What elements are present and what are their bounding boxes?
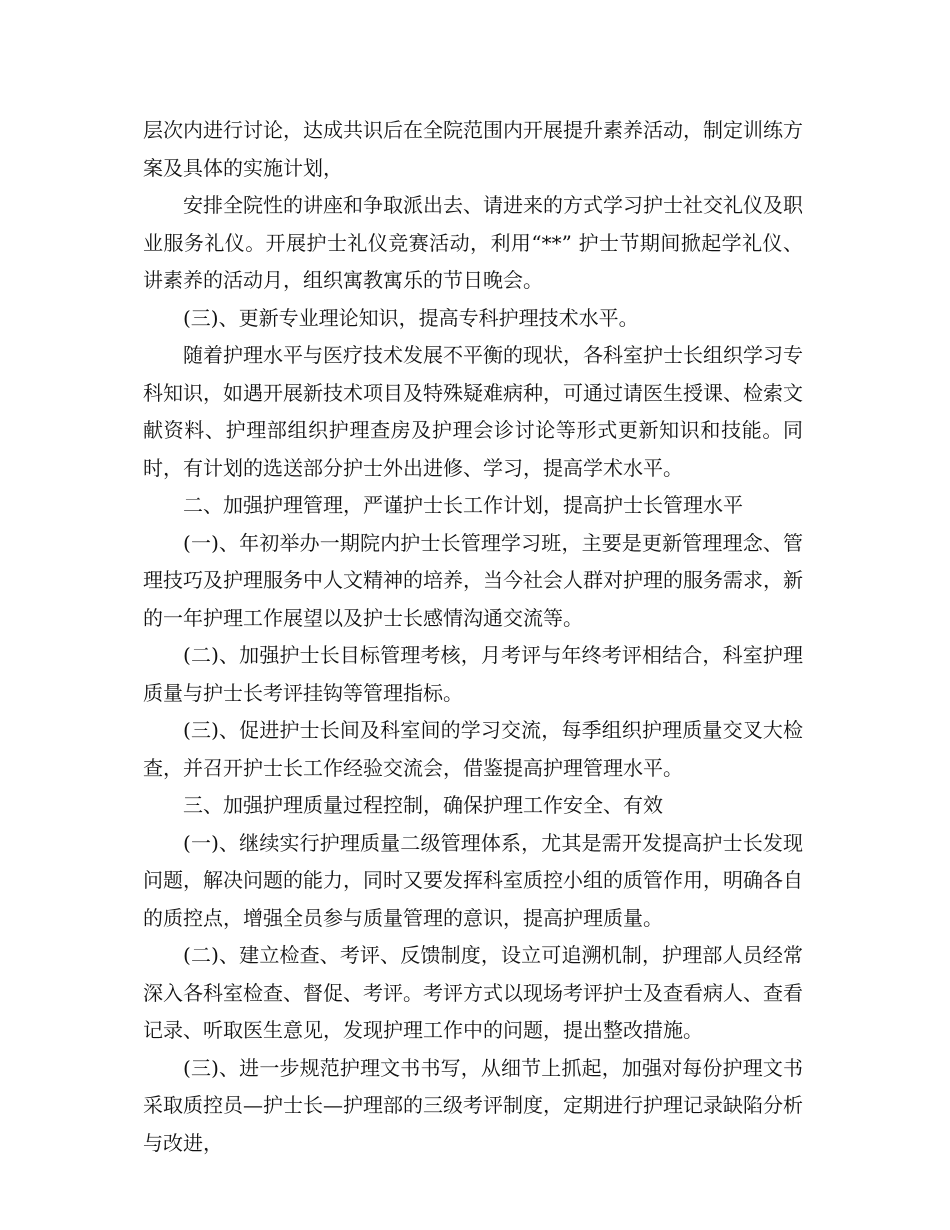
section-heading-3: (三)、更新专业理论知识，提高专科护理技术水平。 bbox=[183, 305, 639, 330]
paragraph-7: (二)、加强护士长目标管理考核，月考评与年终考评相结合，科室护理质量与护士长考评挂钩等管理指标。 bbox=[143, 643, 803, 705]
paragraph-2: 安排全院性的讲座和争取派出去、请进来的方式学习护士社交礼仪及职业服务礼仪。开展护士礼仪竞赛活动，利用“**” 护士节期间掀起学礼仪、讲素养的活动月，组织寓教寓乐的节日晚会。 bbox=[143, 193, 803, 292]
paragraph-8: (三)、促进护士长间及科室间的学习交流，每季组织护理质量交叉大检查，并召开护士长工作经验交流会，借鉴提高护理管理水平。 bbox=[143, 718, 803, 780]
paragraph-12: (三)、进一步规范护理文书书写，从细节上抓起，加强对每份护理文书采取质控员—护士长—护理部的三级考评制度，定期进行护理记录缺陷分析与改进， bbox=[143, 1055, 803, 1155]
paragraph-11: (二)、建立检查、考评、反馈制度，设立可追溯机制，护理部人员经常深入各科室检查、督促、考评。考评方式以现场考评护士及查看病人、查看记录、听取医生意见，发现护理工作中的问题，提出整改措施。 bbox=[143, 943, 803, 1042]
section-heading-2: 二、加强护理管理，严谨护士长工作计划，提高护士长管理水平 bbox=[183, 493, 743, 517]
paragraph-1: 层次内进行讨论，达成共识后在全院范围内开展提升素养活动，制定训练方案及具体的实施计划， bbox=[143, 118, 803, 180]
document-body bbox=[143, 112, 803, 1162]
paragraph-4: 随着护理水平与医疗技术发展不平衡的现状，各科室护士长组织学习专科知识，如遇开展新技术项目及特殊疑难病种，可通过请医生授课、检索文献资料、护理部组织护理查房及护理会诊讨论等形式更新知识和技能。同时，有计划的选送部分护士外出进修、学习，提高学术水平。 bbox=[143, 343, 803, 480]
paragraph-10: (一)、继续实行护理质量二级管理体系，尤其是需开发提高护士长发现问题，解决问题的能力，同时又要发挥科室质控小组的质管作用，明确各自的质控点，增强全员参与质量管理的意识，提高护理质量。 bbox=[143, 830, 803, 930]
paragraph-6: (一)、年初举办一期院内护士长管理学习班，主要是更新管理理念、管理技巧及护理服务中人文精神的培养，当今社会人群对护理的服务需求，新的一年护理工作展望以及护士长感情沟通交流等。 bbox=[143, 530, 803, 630]
section-heading-3b: 三、加强护理质量过程控制，确保护理工作安全、有效 bbox=[183, 793, 663, 817]
